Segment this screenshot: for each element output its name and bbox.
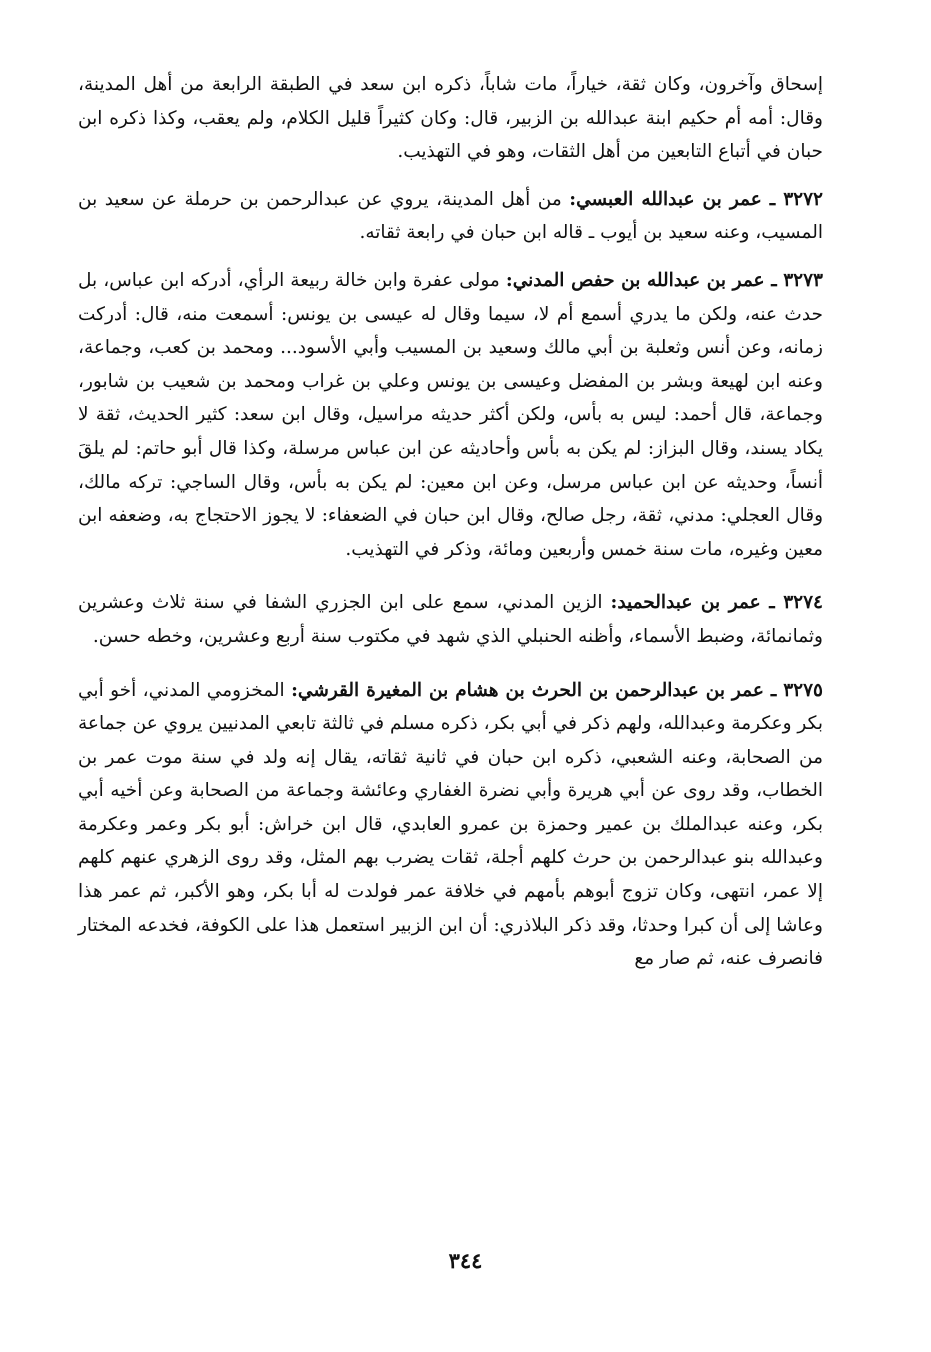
entry-3274	[78, 586, 823, 653]
entry-heading: ٣٢٧٤ ـ عمر بن عبدالحميد:	[610, 592, 823, 614]
entry-body: مولى عفرة وابن خالة ربيعة الرأي، أدركه ابن عباس، بل حدث عنه، ولكن ما يدري أسمع أم لا، سيما وقال له عيسى بن يونس: أسمعت منه، قال: أدركت زمانه، وعن أنس وثعلبة بن أبي مالك وسعيد بن المسيب وأبي الأسود... ومحمد بن كعب، وجماعة، وعنه ابن لهيعة وبشر بن المفضل وعيسى بن يونس وعلي بن غراب ومحمد بن شعيب بن شابور، وجماعة، قال أحمد: ليس به بأس، ولكن أكثر حديثه مراسيل، وقال ابن سعد: كثير الحديث، ثقة لا يكاد يسند، وقال البزاز: لم يكن به بأس وأحاديثه عن ابن عباس مرسلة، وكذا قال أبو حاتم: لم يلقَ أنساً، وحديثه عن ابن عباس مرسل، وعن ابن معين: لم يكن به بأس، وقال الساجي: تركه مالك، وقال العجلي: مدني، ثقة، رجل صالح، وقال ابن حبان في الضعفاء: لا يجوز الاحتجاج به، وضعفه ابن معين وغيره، مات سنة خمس وأربعين ومائة، وذكر في التهذيب.	[78, 269, 823, 560]
entry-heading: ٣٢٧٥ ـ عمر بن عبدالرحمن بن الحرث بن هشام بن المغيرة القرشي:	[291, 679, 823, 701]
page-number: ٣٤٤	[448, 1248, 483, 1273]
entry-heading: ٣٢٧٢ ـ عمر بن عبدالله العبسي:	[569, 188, 823, 210]
entry-body: إسحاق وآخرون، وكان ثقة، خياراً، مات شاباً، ذكره ابن سعد في الطبقة الرابعة من أهل المدينة، وقال: أمه أم حكيم ابنة عبدالله بن الزبير، قال: وكان كثيراً قليل الكلام، ولم يعقب، وكذا ذكره ابن حبان في أتباع التابعين من أهل الثقات، وهو في التهذيب.	[78, 74, 823, 163]
main-text	[78, 68, 823, 976]
entry-body: من أهل المدينة، يروي عن عبدالرحمن بن حرملة عن سعيد بن المسيب، وعنه سعيد بن أيوب ـ قاله ابن حبان في رابعة ثقاته.	[78, 188, 823, 244]
entry-3273	[78, 264, 823, 566]
entry-3275	[78, 674, 823, 976]
entry-body: الزين المدني، سمع على ابن الجزري الشفا في سنة ثلاث وعشرين وثمانمائة، وضبط الأسماء، وأظنه الحنبلي الذي شهد في مكتوب سنة أربع وعشرين، وخطه حسن.	[78, 592, 823, 647]
entry-3272	[78, 183, 823, 250]
entry-body: المخزومي المدني، أخو أبي بكر وعكرمة وعبدالله، ولهم ذكر في أبي بكر، ذكره مسلم في ثالثة تابعي المدنيين يروي عن جماعة من الصحابة، وعنه الشعبي، ذكره ابن حبان في ثانية ثقاته، يقال إنه ولد في سنة موت عمر بن الخطاب، وقد روى عن أبي هريرة وأبي نضرة الغفاري وعائشة وجماعة من الصحابة وعن أخيه أبي بكر، وعنه عبدالملك بن عمير وحمزة بن عمرو العابدي، قال ابن خراش: أبو بكر وعمر وعكرمة وعبدالله بنو عبدالرحمن بن حرث كلهم أجلة، ثقات يضرب بهم المثل، وقد روى الزهري عنهم كلهم إلا عمر، انتهى، وكان تزوج أبوهم بأمهم في خلافة عمر فولدت له أبا بكر، وهو الأكبر، ثم عمر هذا وعاشا إلى أن كبرا وحدثا، وقد ذكر البلاذري: أن ابن الزبير استعمل هذا على الكوفة، فخدعه المختار فانصرف عنه، ثم صار مع	[78, 679, 823, 970]
entry-continuation	[78, 68, 823, 169]
entry-heading: ٣٢٧٣ ـ عمر بن عبدالله بن حفص المدني:	[505, 269, 823, 291]
